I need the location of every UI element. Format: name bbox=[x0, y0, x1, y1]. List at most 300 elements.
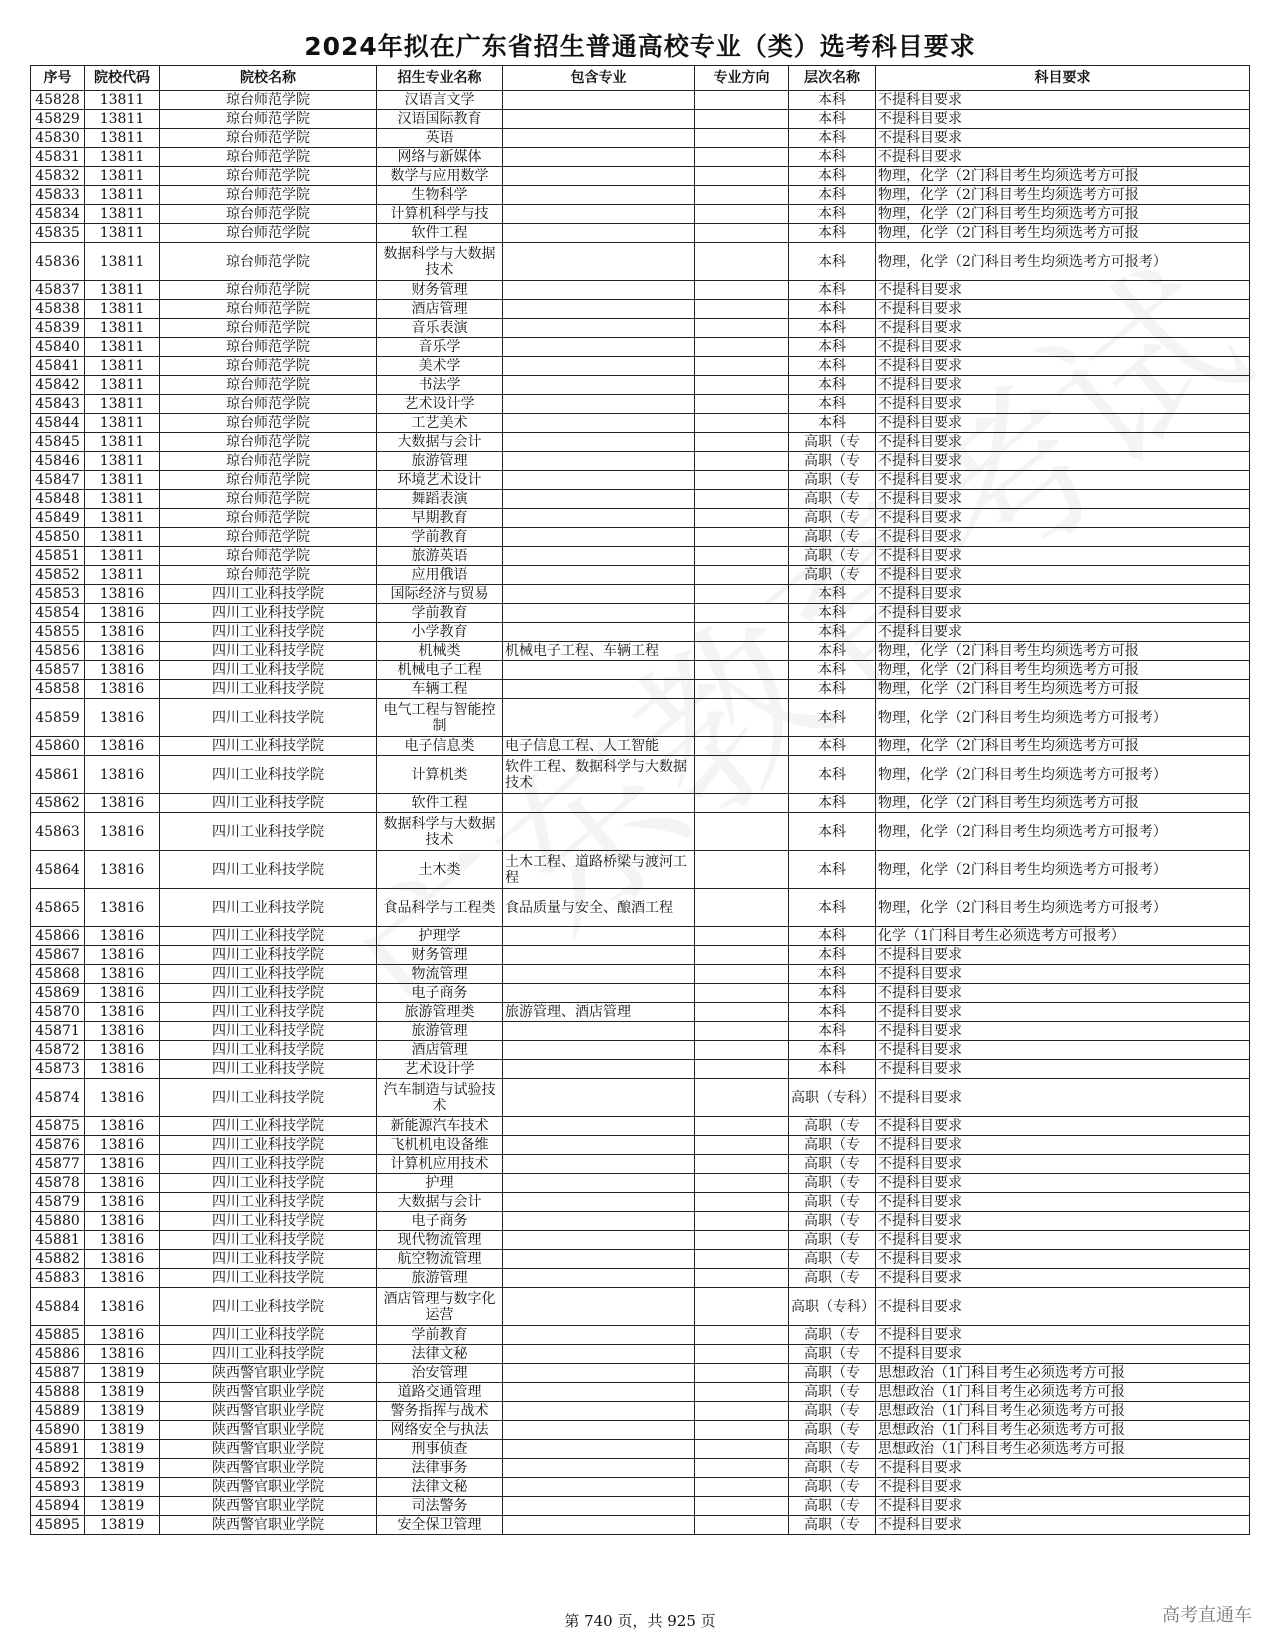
included-majors-cell bbox=[503, 604, 695, 623]
included-majors-cell bbox=[503, 661, 695, 680]
level-cell: 本科 bbox=[789, 186, 876, 205]
level-cell: 本科 bbox=[789, 585, 876, 604]
table-row bbox=[31, 167, 1250, 186]
level-cell: 高职（专 bbox=[789, 566, 876, 585]
school-code-cell: 13816 bbox=[85, 699, 160, 737]
school-name-cell: 四川工业科技学院 bbox=[160, 1060, 377, 1079]
seq-cell: 45882 bbox=[31, 1250, 85, 1269]
included-majors-cell bbox=[503, 129, 695, 148]
school-name-cell: 陕西警官职业学院 bbox=[160, 1402, 377, 1421]
subject-requirement-cell: 不提科目要求 bbox=[876, 1212, 1250, 1231]
school-code-cell: 13811 bbox=[85, 376, 160, 395]
table-row bbox=[31, 1231, 1250, 1250]
direction-cell bbox=[695, 1193, 789, 1212]
direction-cell bbox=[695, 1421, 789, 1440]
direction-cell bbox=[695, 1155, 789, 1174]
seq-cell: 45885 bbox=[31, 1326, 85, 1345]
direction-cell bbox=[695, 338, 789, 357]
included-majors-cell bbox=[503, 205, 695, 224]
table-row bbox=[31, 1060, 1250, 1079]
level-cell: 本科 bbox=[789, 243, 876, 281]
school-code-cell: 13816 bbox=[85, 1060, 160, 1079]
table-row bbox=[31, 1193, 1250, 1212]
subject-requirement-cell: 不提科目要求 bbox=[876, 376, 1250, 395]
page-footer: 第 740 页，共 925 页 bbox=[564, 1612, 716, 1630]
level-cell: 本科 bbox=[789, 737, 876, 756]
school-code-cell: 13816 bbox=[85, 1250, 160, 1269]
table-row bbox=[31, 471, 1250, 490]
included-majors-cell bbox=[503, 300, 695, 319]
seq-cell: 45894 bbox=[31, 1497, 85, 1516]
subject-requirement-cell: 物理，化学（2门科目考生均须选考方可报 bbox=[876, 186, 1250, 205]
school-name-cell: 四川工业科技学院 bbox=[160, 1193, 377, 1212]
school-name-cell: 四川工业科技学院 bbox=[160, 1022, 377, 1041]
table-row bbox=[31, 1041, 1250, 1060]
level-cell: 高职（专 bbox=[789, 1117, 876, 1136]
table-row bbox=[31, 851, 1250, 889]
school-name-cell: 四川工业科技学院 bbox=[160, 1269, 377, 1288]
included-majors-cell bbox=[503, 224, 695, 243]
level-cell: 高职（专 bbox=[789, 433, 876, 452]
major-name-cell: 网络与新媒体 bbox=[377, 148, 503, 167]
included-majors-cell bbox=[503, 319, 695, 338]
major-name-cell: 计算机应用技术 bbox=[377, 1155, 503, 1174]
direction-cell bbox=[695, 186, 789, 205]
level-cell: 高职（专 bbox=[789, 1421, 876, 1440]
included-majors-cell bbox=[503, 1497, 695, 1516]
school-code-cell: 13816 bbox=[85, 585, 160, 604]
major-name-cell: 生物科学 bbox=[377, 186, 503, 205]
seq-cell: 45837 bbox=[31, 281, 85, 300]
included-majors-cell bbox=[503, 965, 695, 984]
level-cell: 本科 bbox=[789, 414, 876, 433]
subject-requirement-cell: 不提科目要求 bbox=[876, 1231, 1250, 1250]
major-name-cell: 学前教育 bbox=[377, 604, 503, 623]
level-cell: 本科 bbox=[789, 357, 876, 376]
major-name-cell: 艺术设计学 bbox=[377, 395, 503, 414]
subject-requirement-cell: 不提科目要求 bbox=[876, 984, 1250, 1003]
table-row bbox=[31, 224, 1250, 243]
direction-cell bbox=[695, 1003, 789, 1022]
included-majors-cell bbox=[503, 1345, 695, 1364]
level-cell: 本科 bbox=[789, 281, 876, 300]
direction-cell bbox=[695, 1117, 789, 1136]
direction-cell bbox=[695, 91, 789, 110]
level-cell: 本科 bbox=[789, 680, 876, 699]
table-row bbox=[31, 1516, 1250, 1535]
school-name-cell: 琼台师范学院 bbox=[160, 414, 377, 433]
included-majors-cell bbox=[503, 1364, 695, 1383]
seq-cell: 45888 bbox=[31, 1383, 85, 1402]
level-cell: 本科 bbox=[789, 110, 876, 129]
table-row bbox=[31, 338, 1250, 357]
school-code-cell: 13816 bbox=[85, 756, 160, 794]
table-row bbox=[31, 547, 1250, 566]
seq-cell: 45845 bbox=[31, 433, 85, 452]
table-row bbox=[31, 1440, 1250, 1459]
school-name-cell: 四川工业科技学院 bbox=[160, 851, 377, 889]
school-name-cell: 四川工业科技学院 bbox=[160, 1174, 377, 1193]
included-majors-cell bbox=[503, 148, 695, 167]
major-name-cell: 治安管理 bbox=[377, 1364, 503, 1383]
subject-requirement-cell: 物理，化学（2门科目考生均须选考方可报考） bbox=[876, 756, 1250, 794]
direction-cell bbox=[695, 1459, 789, 1478]
seq-cell: 45884 bbox=[31, 1288, 85, 1326]
subject-requirement-cell: 不提科目要求 bbox=[876, 452, 1250, 471]
level-cell: 本科 bbox=[789, 224, 876, 243]
major-name-cell: 电气工程与智能控制 bbox=[377, 699, 503, 737]
school-code-cell: 13816 bbox=[85, 1269, 160, 1288]
direction-cell bbox=[695, 471, 789, 490]
seq-cell: 45828 bbox=[31, 91, 85, 110]
subject-requirement-cell: 不提科目要求 bbox=[876, 1497, 1250, 1516]
included-majors-cell bbox=[503, 338, 695, 357]
level-cell: 高职（专 bbox=[789, 528, 876, 547]
school-code-cell: 13816 bbox=[85, 794, 160, 813]
included-majors-cell bbox=[503, 452, 695, 471]
direction-cell bbox=[695, 1041, 789, 1060]
school-name-cell: 四川工业科技学院 bbox=[160, 1231, 377, 1250]
level-cell: 本科 bbox=[789, 642, 876, 661]
subject-requirement-cell: 不提科目要求 bbox=[876, 281, 1250, 300]
direction-cell bbox=[695, 1516, 789, 1535]
direction-cell bbox=[695, 414, 789, 433]
table-row bbox=[31, 1117, 1250, 1136]
table-row bbox=[31, 281, 1250, 300]
brand-label: 高考直通车 bbox=[1162, 1605, 1252, 1626]
seq-cell: 45857 bbox=[31, 661, 85, 680]
seq-cell: 45869 bbox=[31, 984, 85, 1003]
level-cell: 高职（专 bbox=[789, 1269, 876, 1288]
included-majors-cell bbox=[503, 946, 695, 965]
direction-cell bbox=[695, 794, 789, 813]
school-code-cell: 13811 bbox=[85, 148, 160, 167]
table-row bbox=[31, 376, 1250, 395]
direction-cell bbox=[695, 585, 789, 604]
table-row bbox=[31, 1497, 1250, 1516]
level-cell: 本科 bbox=[789, 623, 876, 642]
school-name-cell: 琼台师范学院 bbox=[160, 471, 377, 490]
table-row bbox=[31, 1269, 1250, 1288]
seq-cell: 45876 bbox=[31, 1136, 85, 1155]
included-majors-cell bbox=[503, 547, 695, 566]
direction-cell bbox=[695, 813, 789, 851]
school-code-cell: 13816 bbox=[85, 1155, 160, 1174]
included-majors-cell: 软件工程、数据科学与大数据技术 bbox=[503, 756, 695, 794]
subject-requirement-cell: 物理，化学（2门科目考生均须选考方可报 bbox=[876, 661, 1250, 680]
subject-requirement-cell: 不提科目要求 bbox=[876, 490, 1250, 509]
major-name-cell: 司法警务 bbox=[377, 1497, 503, 1516]
included-majors-cell bbox=[503, 984, 695, 1003]
seq-cell: 45839 bbox=[31, 319, 85, 338]
direction-cell bbox=[695, 433, 789, 452]
header-level: 层次名称 bbox=[789, 66, 876, 91]
school-name-cell: 四川工业科技学院 bbox=[160, 585, 377, 604]
school-name-cell: 琼台师范学院 bbox=[160, 186, 377, 205]
table-row bbox=[31, 509, 1250, 528]
seq-cell: 45862 bbox=[31, 794, 85, 813]
included-majors-cell bbox=[503, 91, 695, 110]
major-name-cell: 物流管理 bbox=[377, 965, 503, 984]
subject-requirement-cell: 不提科目要求 bbox=[876, 1326, 1250, 1345]
school-name-cell: 四川工业科技学院 bbox=[160, 1136, 377, 1155]
direction-cell bbox=[695, 300, 789, 319]
table-row bbox=[31, 433, 1250, 452]
subject-requirement-cell: 物理，化学（2门科目考生均须选考方可报 bbox=[876, 642, 1250, 661]
seq-cell: 45878 bbox=[31, 1174, 85, 1193]
table-row bbox=[31, 1079, 1250, 1117]
subject-requirement-cell: 不提科目要求 bbox=[876, 110, 1250, 129]
major-name-cell: 飞机机电设备维 bbox=[377, 1136, 503, 1155]
major-name-cell: 软件工程 bbox=[377, 794, 503, 813]
level-cell: 本科 bbox=[789, 794, 876, 813]
subject-requirement-cell: 不提科目要求 bbox=[876, 433, 1250, 452]
subject-requirement-cell: 不提科目要求 bbox=[876, 547, 1250, 566]
school-code-cell: 13811 bbox=[85, 319, 160, 338]
table-row bbox=[31, 1459, 1250, 1478]
school-name-cell: 陕西警官职业学院 bbox=[160, 1478, 377, 1497]
school-code-cell: 13816 bbox=[85, 851, 160, 889]
major-name-cell: 电子商务 bbox=[377, 1212, 503, 1231]
included-majors-cell bbox=[503, 433, 695, 452]
seq-cell: 45848 bbox=[31, 490, 85, 509]
table-row bbox=[31, 1022, 1250, 1041]
level-cell: 本科 bbox=[789, 376, 876, 395]
school-name-cell: 琼台师范学院 bbox=[160, 129, 377, 148]
direction-cell bbox=[695, 737, 789, 756]
direction-cell bbox=[695, 604, 789, 623]
table-row bbox=[31, 1174, 1250, 1193]
major-name-cell: 电子商务 bbox=[377, 984, 503, 1003]
subject-requirement-cell: 不提科目要求 bbox=[876, 1516, 1250, 1535]
seq-cell: 45830 bbox=[31, 129, 85, 148]
school-name-cell: 四川工业科技学院 bbox=[160, 604, 377, 623]
school-name-cell: 四川工业科技学院 bbox=[160, 794, 377, 813]
table-row bbox=[31, 1326, 1250, 1345]
direction-cell bbox=[695, 319, 789, 338]
major-name-cell: 酒店管理 bbox=[377, 300, 503, 319]
school-name-cell: 琼台师范学院 bbox=[160, 319, 377, 338]
subject-requirement-cell: 物理，化学（2门科目考生均须选考方可报 bbox=[876, 680, 1250, 699]
subject-requirement-cell: 不提科目要求 bbox=[876, 1478, 1250, 1497]
table-row bbox=[31, 1402, 1250, 1421]
major-name-cell: 土木类 bbox=[377, 851, 503, 889]
direction-cell bbox=[695, 889, 789, 927]
included-majors-cell: 土木工程、道路桥梁与渡河工程 bbox=[503, 851, 695, 889]
seq-cell: 45895 bbox=[31, 1516, 85, 1535]
included-majors-cell bbox=[503, 1212, 695, 1231]
seq-cell: 45846 bbox=[31, 452, 85, 471]
table-row bbox=[31, 1364, 1250, 1383]
subject-requirement-cell: 物理，化学（2门科目考生均须选考方可报 bbox=[876, 794, 1250, 813]
seq-cell: 45872 bbox=[31, 1041, 85, 1060]
included-majors-cell bbox=[503, 110, 695, 129]
school-name-cell: 陕西警官职业学院 bbox=[160, 1383, 377, 1402]
direction-cell bbox=[695, 661, 789, 680]
table-row bbox=[31, 110, 1250, 129]
level-cell: 高职（专 bbox=[789, 490, 876, 509]
level-cell: 高职（专 bbox=[789, 1174, 876, 1193]
level-cell: 高职（专 bbox=[789, 1326, 876, 1345]
school-name-cell: 陕西警官职业学院 bbox=[160, 1364, 377, 1383]
school-code-cell: 13811 bbox=[85, 224, 160, 243]
seq-cell: 45831 bbox=[31, 148, 85, 167]
included-majors-cell bbox=[503, 1459, 695, 1478]
header-school-code: 院校代码 bbox=[85, 66, 160, 91]
table-row bbox=[31, 1383, 1250, 1402]
table-row bbox=[31, 965, 1250, 984]
school-code-cell: 13811 bbox=[85, 509, 160, 528]
major-name-cell: 警务指挥与战术 bbox=[377, 1402, 503, 1421]
major-name-cell: 法律事务 bbox=[377, 1459, 503, 1478]
direction-cell bbox=[695, 566, 789, 585]
header-seq: 序号 bbox=[31, 66, 85, 91]
direction-cell bbox=[695, 129, 789, 148]
subject-requirement-cell: 不提科目要求 bbox=[876, 395, 1250, 414]
subject-requirement-cell: 不提科目要求 bbox=[876, 1041, 1250, 1060]
direction-cell bbox=[695, 984, 789, 1003]
major-name-cell: 酒店管理与数字化运营 bbox=[377, 1288, 503, 1326]
school-code-cell: 13816 bbox=[85, 813, 160, 851]
table-row bbox=[31, 699, 1250, 737]
level-cell: 高职（专 bbox=[789, 1212, 876, 1231]
direction-cell bbox=[695, 528, 789, 547]
page-title: 2024年拟在广东省招生普通高校专业（类）选考科目要求 bbox=[304, 32, 976, 61]
included-majors-cell bbox=[503, 395, 695, 414]
school-name-cell: 四川工业科技学院 bbox=[160, 699, 377, 737]
table-row bbox=[31, 452, 1250, 471]
school-code-cell: 13816 bbox=[85, 1212, 160, 1231]
included-majors-cell bbox=[503, 528, 695, 547]
seq-cell: 45892 bbox=[31, 1459, 85, 1478]
direction-cell bbox=[695, 167, 789, 186]
school-code-cell: 13816 bbox=[85, 1136, 160, 1155]
level-cell: 本科 bbox=[789, 699, 876, 737]
school-code-cell: 13816 bbox=[85, 1003, 160, 1022]
included-majors-cell bbox=[503, 490, 695, 509]
school-code-cell: 13816 bbox=[85, 642, 160, 661]
major-name-cell: 现代物流管理 bbox=[377, 1231, 503, 1250]
major-name-cell: 大数据与会计 bbox=[377, 1193, 503, 1212]
school-code-cell: 13816 bbox=[85, 737, 160, 756]
level-cell: 本科 bbox=[789, 205, 876, 224]
major-name-cell: 食品科学与工程类 bbox=[377, 889, 503, 927]
seq-cell: 45880 bbox=[31, 1212, 85, 1231]
table-row bbox=[31, 642, 1250, 661]
major-name-cell: 电子信息类 bbox=[377, 737, 503, 756]
table-row bbox=[31, 1345, 1250, 1364]
subject-requirement-cell: 不提科目要求 bbox=[876, 1136, 1250, 1155]
included-majors-cell bbox=[503, 1022, 695, 1041]
table-header-row bbox=[31, 66, 1250, 91]
school-code-cell: 13819 bbox=[85, 1516, 160, 1535]
table-row bbox=[31, 889, 1250, 927]
included-majors-cell bbox=[503, 1117, 695, 1136]
subject-requirement-cell: 不提科目要求 bbox=[876, 1193, 1250, 1212]
table-row bbox=[31, 490, 1250, 509]
table-row bbox=[31, 186, 1250, 205]
major-name-cell: 法律文秘 bbox=[377, 1345, 503, 1364]
table-row bbox=[31, 357, 1250, 376]
school-name-cell: 四川工业科技学院 bbox=[160, 680, 377, 699]
school-name-cell: 四川工业科技学院 bbox=[160, 737, 377, 756]
subject-requirement-cell: 不提科目要求 bbox=[876, 1288, 1250, 1326]
seq-cell: 45858 bbox=[31, 680, 85, 699]
included-majors-cell bbox=[503, 623, 695, 642]
school-code-cell: 13816 bbox=[85, 1288, 160, 1326]
level-cell: 本科 bbox=[789, 148, 876, 167]
included-majors-cell bbox=[503, 167, 695, 186]
direction-cell bbox=[695, 110, 789, 129]
included-majors-cell bbox=[503, 1250, 695, 1269]
school-name-cell: 琼台师范学院 bbox=[160, 547, 377, 566]
major-name-cell: 车辆工程 bbox=[377, 680, 503, 699]
seq-cell: 45873 bbox=[31, 1060, 85, 1079]
school-name-cell: 琼台师范学院 bbox=[160, 281, 377, 300]
subject-requirement-cell: 物理，化学（2门科目考生均须选考方可报 bbox=[876, 224, 1250, 243]
seq-cell: 45840 bbox=[31, 338, 85, 357]
school-code-cell: 13811 bbox=[85, 357, 160, 376]
direction-cell bbox=[695, 1402, 789, 1421]
table-row bbox=[31, 528, 1250, 547]
level-cell: 高职（专 bbox=[789, 1155, 876, 1174]
table-row bbox=[31, 1155, 1250, 1174]
school-code-cell: 13816 bbox=[85, 1022, 160, 1041]
direction-cell bbox=[695, 547, 789, 566]
level-cell: 高职（专 bbox=[789, 1383, 876, 1402]
direction-cell bbox=[695, 357, 789, 376]
seq-cell: 45889 bbox=[31, 1402, 85, 1421]
school-code-cell: 13811 bbox=[85, 205, 160, 224]
level-cell: 高职（专 bbox=[789, 1364, 876, 1383]
included-majors-cell bbox=[503, 1155, 695, 1174]
school-code-cell: 13819 bbox=[85, 1497, 160, 1516]
school-code-cell: 13816 bbox=[85, 1326, 160, 1345]
seq-cell: 45860 bbox=[31, 737, 85, 756]
major-name-cell: 数据科学与大数据技术 bbox=[377, 243, 503, 281]
school-code-cell: 13811 bbox=[85, 395, 160, 414]
school-code-cell: 13816 bbox=[85, 604, 160, 623]
seq-cell: 45874 bbox=[31, 1079, 85, 1117]
seq-cell: 45859 bbox=[31, 699, 85, 737]
level-cell: 高职（专 bbox=[789, 1478, 876, 1497]
school-code-cell: 13811 bbox=[85, 490, 160, 509]
table-row bbox=[31, 680, 1250, 699]
seq-cell: 45861 bbox=[31, 756, 85, 794]
school-name-cell: 琼台师范学院 bbox=[160, 528, 377, 547]
seq-cell: 45833 bbox=[31, 186, 85, 205]
direction-cell bbox=[695, 851, 789, 889]
subject-requirement-cell: 物理，化学（2门科目考生均须选考方可报考） bbox=[876, 243, 1250, 281]
school-name-cell: 四川工业科技学院 bbox=[160, 642, 377, 661]
included-majors-cell bbox=[503, 1326, 695, 1345]
included-majors-cell bbox=[503, 566, 695, 585]
seq-cell: 45835 bbox=[31, 224, 85, 243]
school-code-cell: 13811 bbox=[85, 186, 160, 205]
direction-cell bbox=[695, 1497, 789, 1516]
school-code-cell: 13816 bbox=[85, 965, 160, 984]
direction-cell bbox=[695, 946, 789, 965]
direction-cell bbox=[695, 623, 789, 642]
subject-requirement-cell: 不提科目要求 bbox=[876, 1022, 1250, 1041]
subject-requirement-cell: 不提科目要求 bbox=[876, 300, 1250, 319]
seq-cell: 45870 bbox=[31, 1003, 85, 1022]
seq-cell: 45871 bbox=[31, 1022, 85, 1041]
direction-cell bbox=[695, 1250, 789, 1269]
table-row bbox=[31, 794, 1250, 813]
subject-requirement-cell: 不提科目要求 bbox=[876, 338, 1250, 357]
direction-cell bbox=[695, 1440, 789, 1459]
